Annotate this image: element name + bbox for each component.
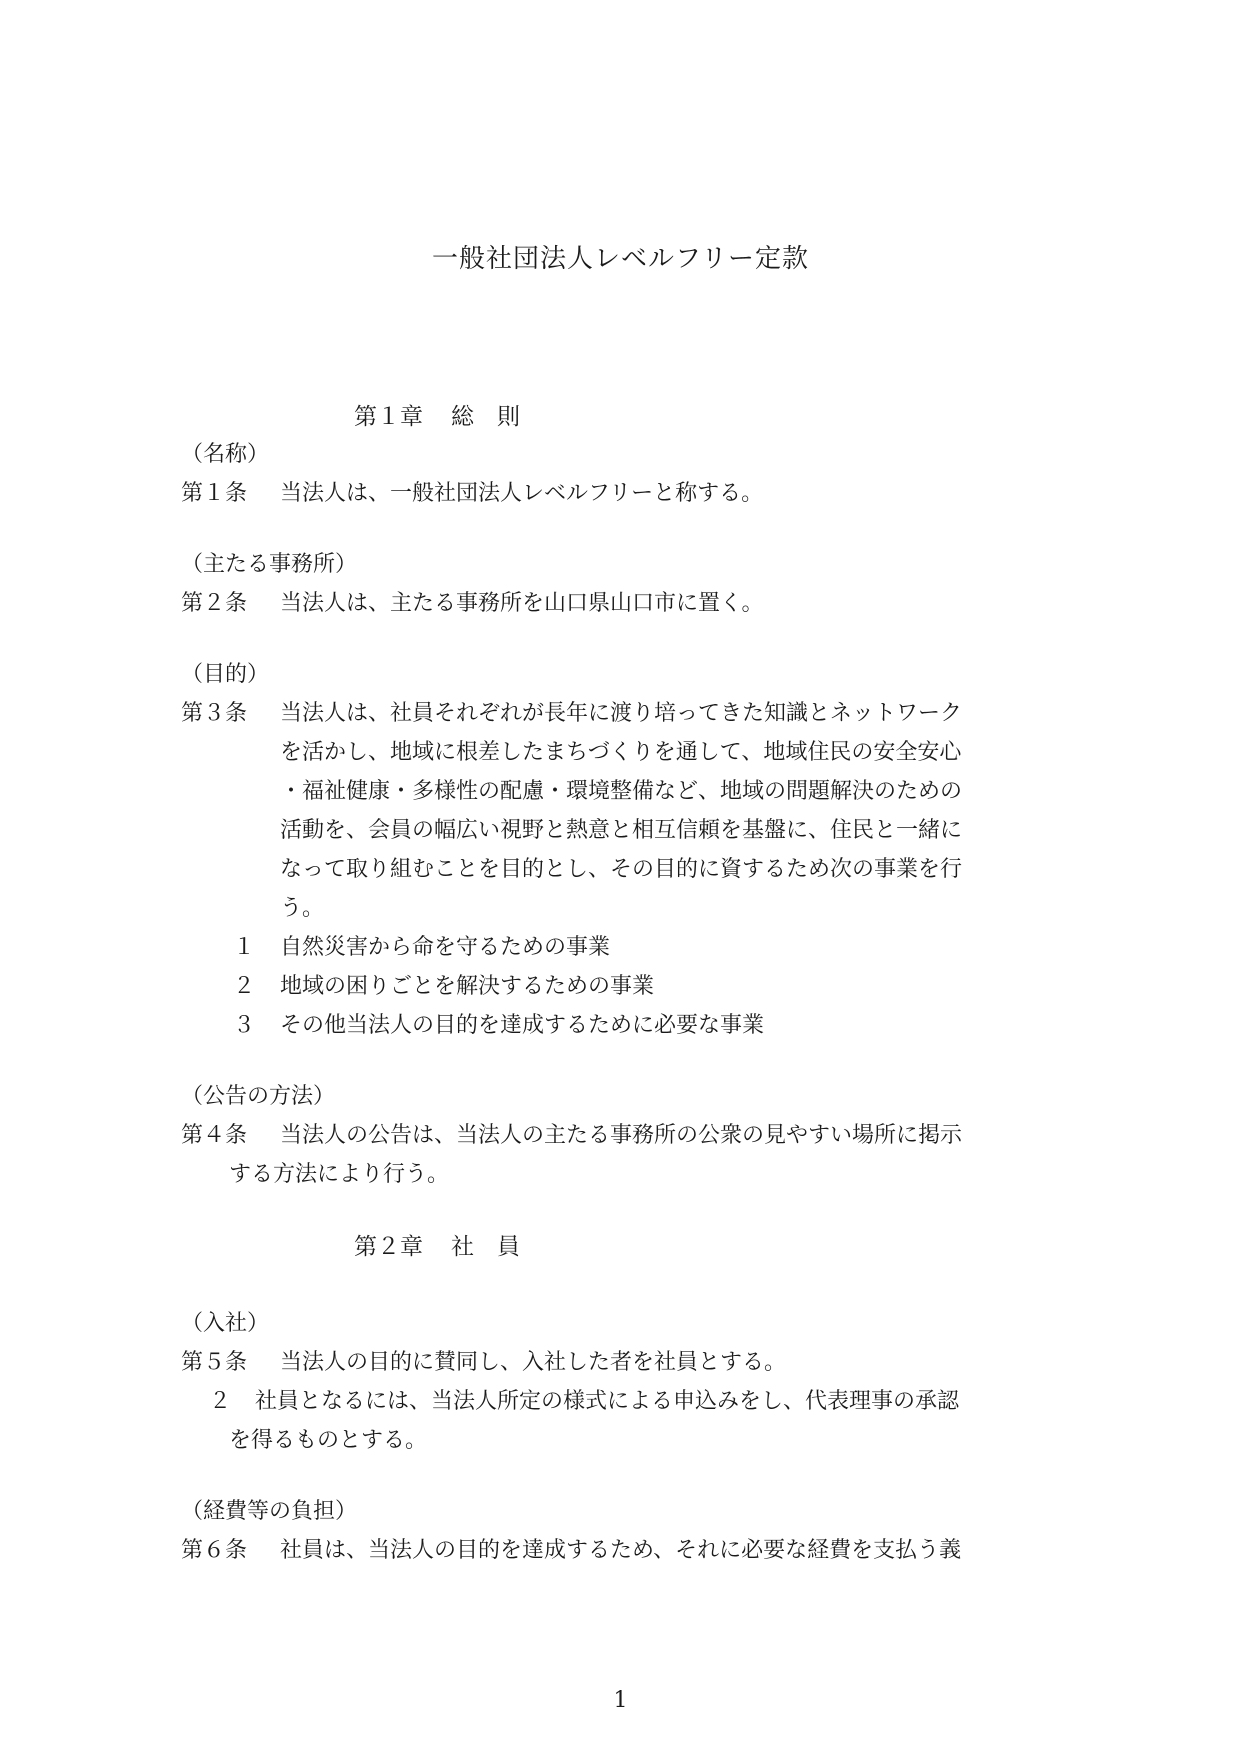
article-3-line: を活かし、地域に根差したまちづくりを通して、地域住民の安全安心 (280, 740, 962, 765)
article-4-line: 当法人の公告は、当法人の主たる事務所の公衆の見やすい場所に掲示 (280, 1123, 963, 1148)
chapter-2-name: 社 員 (451, 1234, 520, 1260)
chapter-2-number: 第２章 (354, 1234, 423, 1260)
article-3-item-number: ３ (233, 1013, 256, 1038)
article-5-paragraph-line: 社員となるには、当法人所定の様式による申込みをし、代表理事の承認 (255, 1389, 960, 1414)
article-3-item-number: １ (233, 935, 256, 960)
article-3-item-number: ２ (233, 974, 256, 999)
article-3-line: 当法人は、社員それぞれが長年に渡り培ってきた知識とネットワーク (280, 701, 963, 726)
article-2-label: 第２条 (181, 591, 248, 616)
article-2-text: 当法人は、主たる事務所を山口県山口市に置く。 (280, 591, 764, 616)
article-3-line: ・福祉健康・多様性の配慮・環境整備など、地域の問題解決のための (280, 779, 963, 804)
article-1-heading: （名称） (181, 442, 270, 467)
page-number: 1 (613, 1688, 628, 1713)
article-3-item-text: 自然災害から命を守るための事業 (280, 935, 611, 960)
article-1-label: 第１条 (181, 481, 248, 506)
article-5-text: 当法人の目的に賛同し、入社した者を社員とする。 (280, 1350, 787, 1375)
chapter-1-heading (354, 398, 520, 431)
article-5-heading: （入社） (181, 1311, 270, 1336)
chapter-1-name: 総 則 (451, 404, 520, 430)
article-3-label: 第３条 (181, 701, 248, 726)
article-4-line: する方法により行う。 (229, 1162, 450, 1187)
article-6-text: 社員は、当法人の目的を達成するため、それに必要な経費を支払う義 (280, 1538, 962, 1563)
article-6-heading: （経費等の負担） (181, 1499, 358, 1524)
article-3-item-text: その他当法人の目的を達成するために必要な事業 (280, 1013, 765, 1038)
chapter-1-number: 第１章 (354, 404, 423, 430)
article-3-line: 活動を、会員の幅広い視野と熱意と相互信頼を基盤に、住民と一緒に (280, 818, 963, 843)
chapter-2-heading (354, 1228, 520, 1261)
article-3-item-text: 地域の困りごとを解決するための事業 (280, 974, 655, 999)
article-3-line: なって取り組むことを目的とし、その目的に資するため次の事業を行 (280, 857, 963, 882)
article-5-paragraph-number: ２ (209, 1389, 232, 1414)
article-5-paragraph-line: を得るものとする。 (229, 1428, 428, 1453)
document-title: 一般社団法人レベルフリー定款 (432, 244, 809, 274)
article-3-heading: （目的） (181, 662, 270, 687)
article-6-label: 第６条 (181, 1538, 248, 1563)
article-4-label: 第４条 (181, 1123, 248, 1148)
article-2-heading: （主たる事務所） (181, 552, 358, 577)
article-4-heading: （公告の方法） (181, 1084, 336, 1109)
article-1-text: 当法人は、一般社団法人レベルフリーと称する。 (280, 481, 764, 506)
article-3-line: う。 (280, 896, 325, 921)
article-5-label: 第５条 (181, 1350, 248, 1375)
